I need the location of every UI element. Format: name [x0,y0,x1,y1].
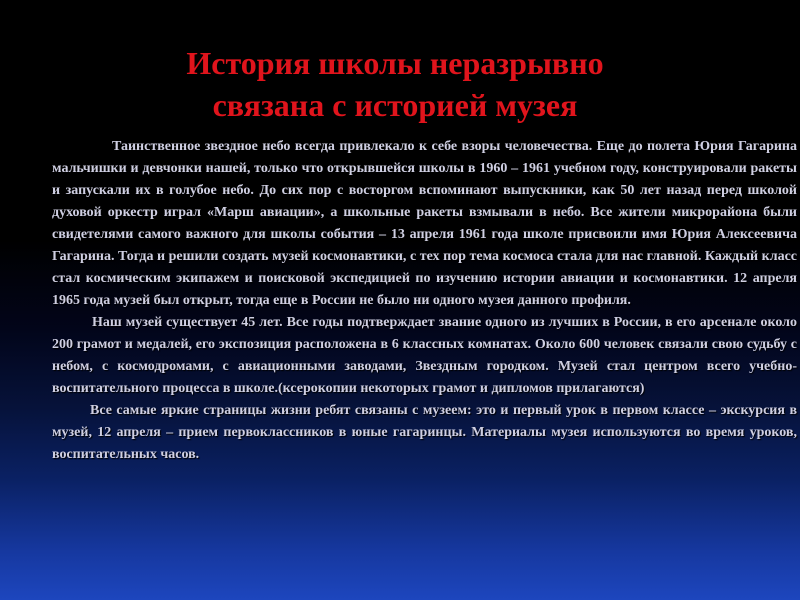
paragraph-1 [52,136,797,312]
slide-title [0,42,790,126]
slide-body [52,136,797,466]
paragraph-2-text: Наш музей существует 45 лет. Все годы подтверждает звание одного из лучших в России, в его арсенале около 200 грамот и медалей, его экспозиция расположена в 6 классных комнатах. Около 600 человек связали свою судьбу с небом, с космодромами, с авиационными заводами, Звездным городком. Музей стал центром всего учебно-воспитательного процесса в школе.(ксерокопии некоторых грамот и дипломов прилагаются) [52,315,797,396]
paragraph-3 [52,400,797,466]
paragraph-1-text: Таинственное звездное небо всегда привлекало к себе взоры человечества. Еще до полета Юрия Гагарина мальчишки и девчонки нашей, только что открывшейся школы в 1960 – 1961 учебном году, конструировали ракеты и запускали их в голубое небо. До сих пор с восторгом вспоминают выпускники, как 50 лет назад перед школой духовой оркестр играл «Марш авиации», а школьные ракеты взмывали в небо. Все жители микрорайона были свидетелями самого важного для школы события – 13 апреля 1961 года школе присвоили имя Юрия Алексеевича Гагарина. Тогда и решили создать музей космонавтики, с тех пор тема космоса стала для нас главной. Каждый класс стал космическим экипажем и поисковой экспедицией по изучению истории авиации и космонавтики. 12 апреля 1965 года музей был открыт, тогда еще в России не было ни одного музея данного профиля. [52,139,797,308]
paragraph-2 [52,312,797,400]
slide-title-line-1: История школы неразрывно [186,45,604,81]
paragraph-3-text: Все самые яркие страницы жизни ребят связаны с музеем: это и первый урок в первом классе – экскурсия в музей, 12 апреля – прием первоклассников в юные гагаринцы. Материалы музея используются во время уроков, воспитательных часов. [52,403,797,462]
slide-title-line-2: связана с историей музея [212,87,578,123]
